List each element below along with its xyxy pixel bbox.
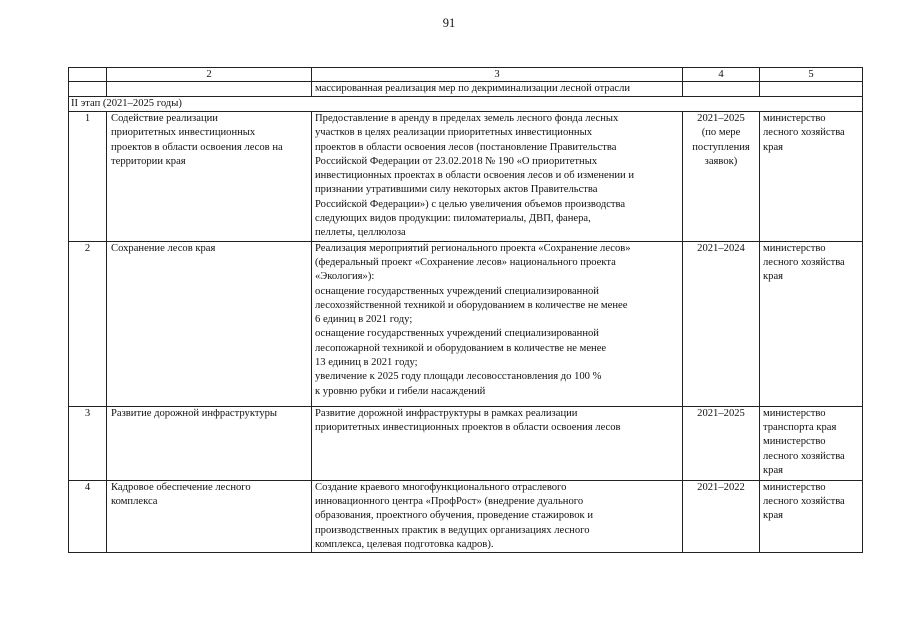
column-header-4: 4 <box>683 68 760 82</box>
column-header-5: 5 <box>760 68 863 82</box>
activity-executor: министерство лесного хозяйства края <box>760 241 863 406</box>
activity-content: Предоставление в аренду в пределах земель лесного фонда лесных участков в целях реализации приоритетных инвестиционных проектов в области освоения лесов (постановление Правительства Российской Федерации от 23.02.2018 № 190 «О приоритетных инвестиционных проектах в области освоения лесов и об изменении и признании утратившими силу некоторых актов Правительства Российской Федерации») с целью увеличения объемов производства следующих видов продукции: пиломатериалы, ДВП, фанера, пеллеты, целлюлоза <box>312 112 683 242</box>
stage-row <box>69 97 863 112</box>
continuation-text: массированная реализация мер по декриминализации лесной отрасли <box>312 82 683 97</box>
row-number: 2 <box>69 241 107 406</box>
activity-period: 2021–2025 <box>683 406 760 480</box>
column-header-row <box>69 68 863 82</box>
row-number: 4 <box>69 480 107 552</box>
activity-content: Реализация мероприятий регионального проекта «Сохранение лесов» (федеральный проект «Сохранение лесов» национального проекта «Экология»): оснащение государственных учреждений специализированной лесохозяйственной техникой и оборудованием в количестве не менее 6 единиц в 2021 году; оснащение государственных учреждений специализированной лесопожарной техникой и оборудованием в количестве не менее 13 единиц в 2021 году; увеличение к 2025 году площади лесовосстановления до 100 % к уровню рубки и гибели насаждений <box>312 241 683 406</box>
activity-content: Создание краевого многофункционального отраслевого инновационного центра «ПрофРост» (внедрение дуального образования, проектного обучения, проведение стажировок и производственных практик в ведущих организациях лесного комплекса, целевая подготовка кадров). <box>312 480 683 552</box>
column-header-3: 3 <box>312 68 683 82</box>
table-row <box>69 112 863 242</box>
page-number: 91 <box>442 16 456 30</box>
activity-executor: министерство транспорта края министерство лесного хозяйства края <box>760 406 863 480</box>
activity-content: Развитие дорожной инфраструктуры в рамках реализации приоритетных инвестиционных проектов в области освоения лесов <box>312 406 683 480</box>
table-row <box>69 406 863 480</box>
table-row <box>69 480 863 552</box>
continuation-row <box>69 82 863 97</box>
activity-executor: министерство лесного хозяйства края <box>760 112 863 242</box>
table-row <box>69 241 863 406</box>
row-number: 1 <box>69 112 107 242</box>
activity-period: 2021–2024 <box>683 241 760 406</box>
activity-period: 2021–2022 <box>683 480 760 552</box>
activity-period: 2021–2025 (по мере поступления заявок) <box>683 112 760 242</box>
column-header-2: 2 <box>107 68 312 82</box>
activity-executor: министерство лесного хозяйства края <box>760 480 863 552</box>
column-header-1 <box>69 68 107 82</box>
activity-name: Развитие дорожной инфраструктуры <box>107 406 312 480</box>
activity-name: Кадровое обеспечение лесного комплекса <box>107 480 312 552</box>
activity-name: Сохранение лесов края <box>107 241 312 406</box>
row-number: 3 <box>69 406 107 480</box>
activity-name: Содействие реализации приоритетных инвестиционных проектов в области освоения лесов на территории края <box>107 112 312 242</box>
stage-heading: II этап (2021–2025 годы) <box>69 97 863 112</box>
plan-table <box>68 67 863 553</box>
